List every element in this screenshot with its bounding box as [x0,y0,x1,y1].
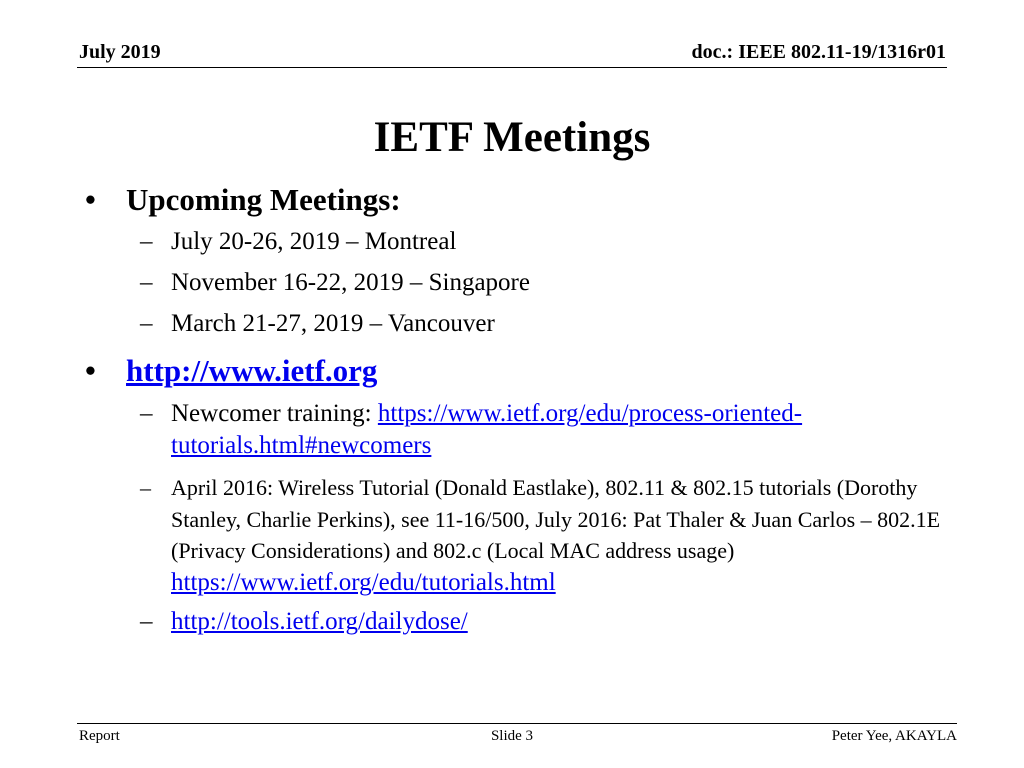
meeting-item: November 16-22, 2019 – Singapore [171,269,530,296]
tutorials-link[interactable]: https://www.ietf.org/edu/tutorials.html [171,568,556,596]
dash-glyph: – [140,269,153,296]
newcomer-label: Newcomer training: [171,400,378,427]
bullet-ietf-link [85,352,377,390]
dash-glyph: – [140,608,153,635]
dash-glyph: – [140,400,153,427]
meeting-item: July 20-26, 2019 – Montreal [171,228,457,255]
dailydose-link[interactable]: http://tools.ietf.org/dailydose/ [171,608,468,635]
list-item-dailydose [140,606,955,638]
dash-glyph: – [140,475,151,500]
footer-author: Peter Yee, AKAYLA [831,728,957,744]
footer-slide-number: Slide 3 [490,728,534,744]
list-item [140,226,955,258]
header-doc-id: doc.: IEEE 802.11-19/1316r01 [691,41,946,63]
header-date: July 2019 [79,41,161,63]
bullet-upcoming-meetings [85,181,401,219]
meeting-item: March 21-27, 2019 – Vancouver [171,310,495,337]
header-divider [77,67,947,68]
slide-title: IETF Meetings [373,114,651,161]
dash-glyph: – [140,228,153,255]
newcomer-link-line2: tutorials.html#newcomers [171,432,432,459]
list-item-newcomer [140,398,955,462]
upcoming-heading: Upcoming Meetings: [126,182,401,217]
bullet-glyph: • [85,182,96,217]
dash-glyph: – [140,310,153,337]
newcomer-link-line1: https://www.ietf.org/edu/process-oriented- [377,400,803,427]
footer-divider [77,723,957,724]
list-item [140,267,955,299]
ietf-home-link[interactable]: http://www.ietf.org [126,353,378,388]
list-item [140,308,955,340]
bullet-glyph: • [85,353,96,388]
tutorials-description: April 2016: Wireless Tutorial (Donald Eastlake), 802.11 & 802.15 tutorials (Dorothy Stanley, Charlie Perkins), see 11-16/500, July 2016: Pat Thaler & Juan Carlos – 802.1E (Privacy Considerations) and 802.c (Local MAC address usage) [171,475,941,563]
footer-report: Report [79,728,120,744]
list-item-tutorials [140,472,955,598]
